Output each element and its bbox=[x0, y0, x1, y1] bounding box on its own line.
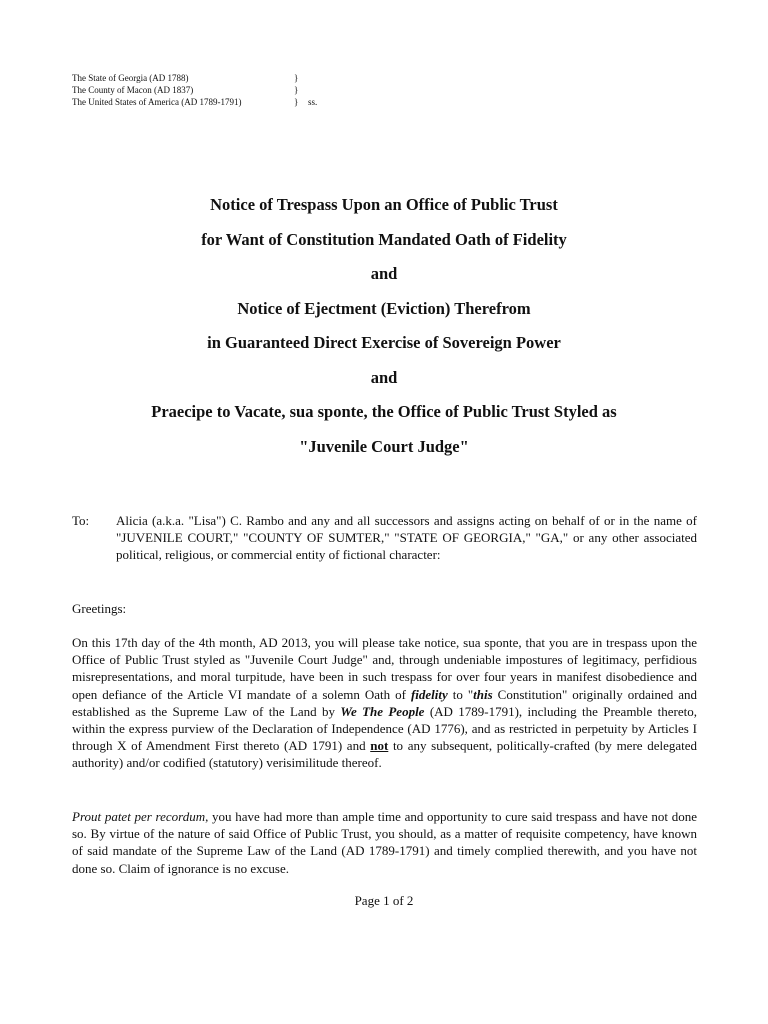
title-line: Notice of Trespass Upon an Office of Public Trust bbox=[210, 195, 558, 214]
text-run: (AD 1789-1791), including the Preamble thereto, within the express purview of the Declaration of Independence (AD 1776), and as restricted in perpetuity by Articles I through X of Amendment First thereto (AD 1791) and bbox=[72, 703, 698, 754]
addressee-text: Alicia (a.k.a. "Lisa") C. Rambo and any and all successors and assigns acting on behalf of or in the name of "JUVENILE COURT," "COUNTY OF SUMTER," "STATE OF GEORGIA," "GA," or any other associated political, religious, or commercial entity of fictional character: bbox=[116, 513, 697, 563]
title-line: for Want of Constitution Mandated Oath of Fidelity bbox=[201, 229, 567, 249]
title-line: Notice of Ejectment (Eviction) Therefrom bbox=[237, 298, 531, 318]
title-line: Praecipe to Vacate, sua sponte, the Office of Public Trust Styled as bbox=[151, 402, 617, 421]
title-line: and bbox=[370, 367, 398, 387]
caption-brace: } bbox=[294, 73, 299, 83]
text-run: Constitution" originally ordained and established as the Supreme Law of the Land by bbox=[72, 686, 697, 719]
text-run: to any subsequent, politically-crafted (by mere delegated authority) and/or codified (statutory) verisimilitude thereof. bbox=[72, 738, 698, 771]
page-number: Page 1 of 2 bbox=[354, 893, 414, 908]
document-title bbox=[0, 188, 768, 464]
title-line: "Juvenile Court Judge" bbox=[299, 436, 469, 456]
text-run: , you have had more than ample time and opportunity to cure said trespass and have not done so. By virtue of the nature of said Office of Public Trust, you should, as a matter of requisite competency, have known of said mandate of the Supreme Law of the Land (AD 1789-1791) and timely complied therewith, and you have not done so. Claim of ignorance is no excuse. bbox=[72, 809, 697, 876]
paragraph-notice bbox=[72, 634, 697, 772]
title-line: in Guaranteed Direct Exercise of Sovereign Power bbox=[207, 333, 561, 352]
caption-left: The United States of America (AD 1789-1791) bbox=[72, 97, 242, 107]
text-run: On this 17th day of the 4th month, AD 2013, you will please take notice, sua sponte, that you are in trespass upon the Office of Public Trust styled as "Juvenile Court Judge" and, through undeniable impostures of legitimacy, perfidious misrepresentations, and moral turpitude, have been in such trespass for over four years in manifest disobedience and open defiance of the Article VI mandate of a solemn Oath of bbox=[72, 635, 697, 702]
latin-phrase: Prout patet per recordum bbox=[72, 809, 206, 824]
caption-ss: ss. bbox=[308, 97, 318, 107]
caption-brace: } bbox=[294, 85, 299, 95]
emphasis-not: not bbox=[370, 738, 389, 754]
paragraph-record bbox=[72, 808, 697, 877]
jurisdiction-caption bbox=[72, 72, 318, 108]
caption-row bbox=[72, 72, 299, 84]
text-run: to " bbox=[447, 686, 474, 702]
emphasis-fidelity: fidelity bbox=[410, 686, 448, 702]
caption-brace: } bbox=[294, 97, 299, 107]
emphasis-this: this bbox=[473, 686, 493, 702]
caption-left: The State of Georgia (AD 1788) bbox=[72, 73, 189, 83]
title-line: and bbox=[370, 264, 398, 283]
caption-left: The County of Macon (AD 1837) bbox=[72, 85, 194, 95]
addressee-label: To: bbox=[72, 513, 90, 528]
caption-row bbox=[72, 96, 299, 108]
emphasis-we-the-people: We The People bbox=[340, 703, 425, 719]
greeting: Greetings: bbox=[72, 601, 127, 616]
